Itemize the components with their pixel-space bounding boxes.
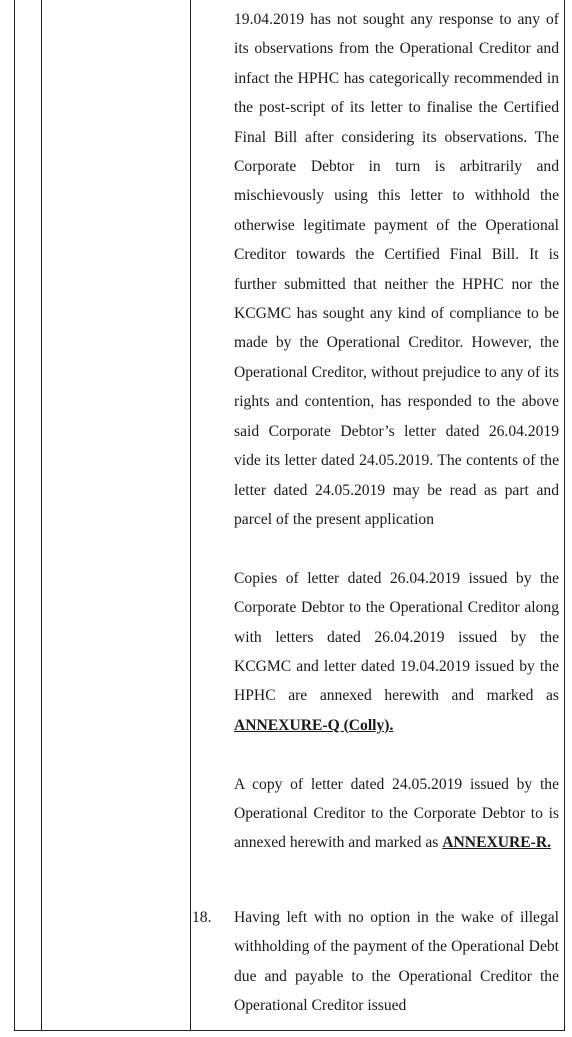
annexure-r-text: A copy of letter dated 24.05.2019 issued by the Operational Creditor to the Corporate Debtor to is annexed herewith and marked as	[234, 775, 559, 852]
table-right-border	[564, 0, 565, 1031]
paragraph-annexure-r	[234, 770, 559, 858]
annexure-q-label: ANNEXURE-Q (Colly).	[234, 716, 394, 734]
table-bottom-border	[14, 1030, 565, 1031]
numbered-paragraph-18	[192, 903, 559, 1021]
paragraph-number: 18.	[192, 909, 212, 926]
table-left-border	[14, 0, 15, 1031]
column-divider-2	[190, 0, 191, 1031]
annexure-r-label: ANNEXURE-R.	[442, 834, 552, 852]
paragraph-annexure-q	[234, 564, 559, 740]
annexure-q-text: Copies of letter dated 26.04.2019 issued by the Corporate Debtor to the Operational Creditor along with letters dated 26.04.2019 issued by the KCGMC and letter dated 19.04.2019 issued by the HPHC are annexed herewith and marked as	[234, 569, 559, 705]
paragraph-18-text: Having left with no option in the wake of illegal withholding of the payment of the Operational Debt due and payable to the Operational Creditor the Operational Creditor issued	[234, 909, 559, 1015]
paragraph-continuation: 19.04.2019 has not sought any response to any of its observations from the Operational Creditor and infact the HPHC has categorically recommended in the post-script of its letter to finalise the Certified Final Bill after considering its observations. The Corporate Debtor in turn is arbitrarily and mischievously using this letter to withhold the otherwise legitimate payment of the Operational Creditor towards the Certified Final Bill. It is further submitted that neither the HPHC nor the KCGMC has sought any kind of compliance to be made by the Operational Creditor. However, the Operational Creditor, without prejudice to any of its rights and contention, has responded to the above said Corporate Debtor’s letter dated 26.04.2019 vide its letter dated 24.05.2019. The contents of the letter dated 24.05.2019 may be read as part and parcel of the present application	[234, 11, 559, 528]
main-text-column	[234, 5, 559, 858]
column-divider-1	[41, 0, 42, 1031]
